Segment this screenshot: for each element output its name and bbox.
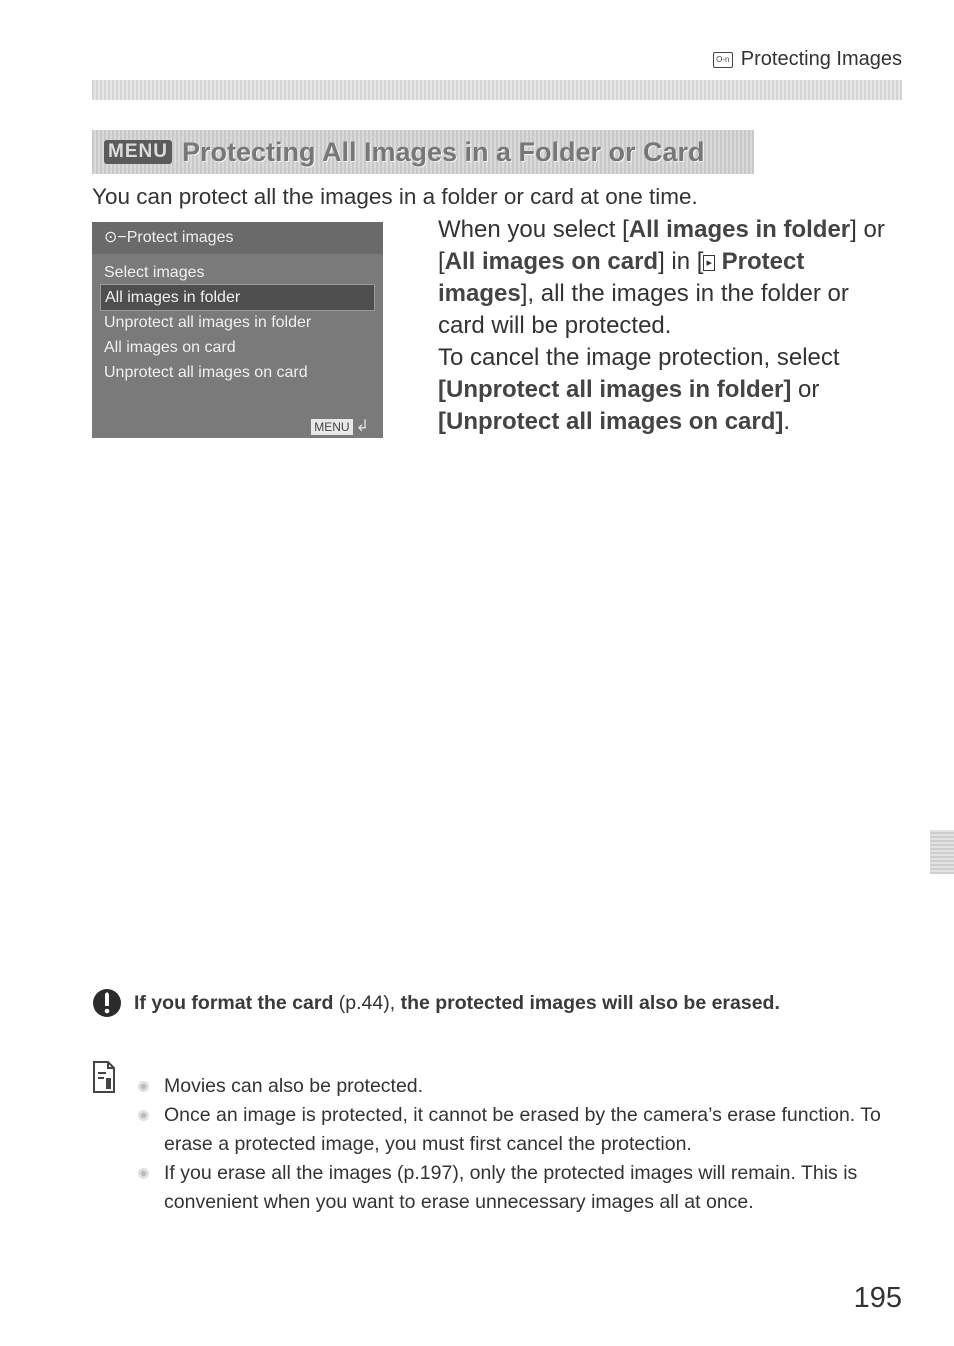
running-header [713,48,902,71]
text-run: or [791,376,820,403]
menu-item-unprotect-card[interactable]: Unprotect all images on card [104,364,308,381]
protect-icon: O-n [713,52,733,68]
list-item [134,1101,894,1159]
note-text: If you erase all the images (p.197), only the protected images will remain. This is convenient when you want to erase unnecessary images all at once. [164,1162,858,1213]
text-run: If you format the card [134,992,334,1014]
instruction-paragraph-2 [438,342,900,438]
intro-text: You can protect all the images in a folder or card at one time. [92,184,698,209]
menu-badge-icon: MENU [104,140,172,164]
bullet-icon [138,1081,149,1092]
running-header-title: Protecting Images [740,48,902,70]
text-run: When you select [ [438,216,629,243]
menu-item-all-images-in-folder[interactable]: All images in folder [100,284,375,311]
camera-screen [92,222,383,438]
chapter-tab [930,830,954,874]
list-item [134,1072,894,1101]
text-run: ], all the images in the folder or card will be protected. [438,280,849,339]
text-run: the protected images will also be erased. [400,992,780,1014]
text-run: ] or [ [438,216,885,275]
caution-icon [92,988,122,1018]
back-arrow-icon[interactable]: ↲ [355,418,369,435]
note-text: Movies can also be protected. [164,1075,424,1097]
text-run: (p.44), [333,992,401,1014]
menu-item-all-images-on-card[interactable]: All images on card [104,339,236,356]
section-title: Protecting All Images in a Folder or Card [181,136,705,167]
option-unprotect-folder: [Unprotect all images in folder] [438,376,792,403]
caution-text [134,992,780,1015]
menu-item-unprotect-folder[interactable]: Unprotect all images in folder [104,314,312,331]
text-run: . [783,408,791,435]
menu-button-icon[interactable]: MENU [311,419,352,435]
notes-list [134,1072,894,1217]
instruction-paragraph-1 [438,214,900,342]
note-text: Once an image is protected, it cannot be erased by the camera’s erase function. To erase a protected image, you must first cancel the protection. [164,1104,881,1155]
option-unprotect-card: [Unprotect all images on card] [438,408,784,435]
text-run: To cancel the image protection, select [438,344,840,371]
option-all-images-on-card: All images on card [444,248,659,275]
text-run: ] in [ [658,248,704,275]
bullet-icon [138,1110,149,1121]
screen-title: ⊙−Protect images [92,222,383,254]
option-all-images-in-folder: All images in folder [628,216,851,243]
list-item [134,1159,894,1217]
screen-footer [311,419,369,435]
header-band [92,80,902,100]
menu-name-protect-images: Protect images [438,248,805,307]
section-heading [92,130,754,174]
bullet-icon [138,1168,149,1179]
caution-note [92,988,780,1018]
note-icon [92,1060,116,1094]
instruction-text [438,214,900,438]
menu-item-select-images[interactable]: Select images [104,264,205,281]
page-number: 195 [853,1282,902,1314]
playback-icon: ▸ [703,255,715,271]
